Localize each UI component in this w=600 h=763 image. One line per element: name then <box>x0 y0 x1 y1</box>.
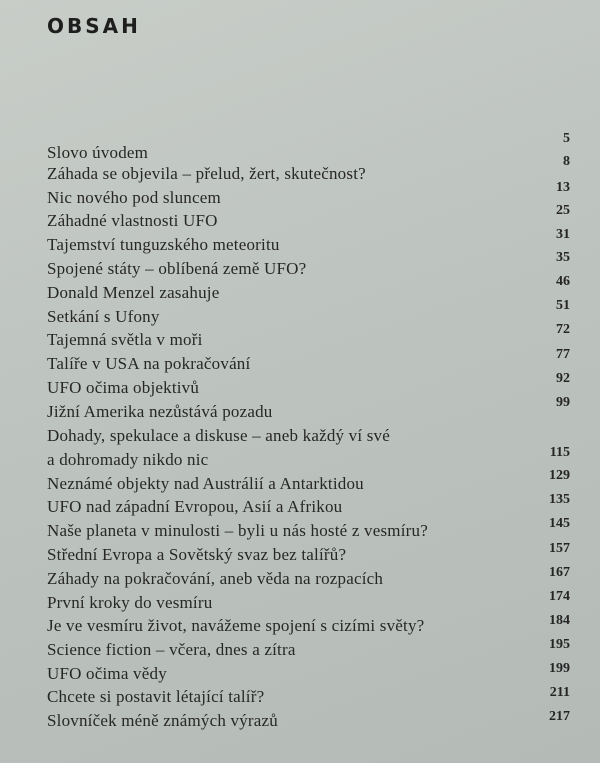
toc-entry-page-number: 51 <box>556 298 570 313</box>
toc-entry-page-number: 35 <box>556 250 570 265</box>
toc-entry-page-number: 46 <box>556 274 570 289</box>
toc-entry-title: Donald Menzel zasahuje <box>47 283 220 302</box>
toc-entry-title: Jižní Amerika nezůstává pozadu <box>47 402 273 421</box>
toc-entry-title: Nic nového pod sluncem <box>47 188 221 207</box>
toc-entry-page-number: 99 <box>556 395 570 410</box>
toc-entry-title: Záhada se objevila – přelud, žert, skutečnost? <box>47 164 366 183</box>
toc-entry-title: a dohromady nikdo nic <box>47 450 209 469</box>
toc-entry-title: Záhady na pokračování, aneb věda na rozpacích <box>47 569 384 588</box>
toc-entry-page-number: 184 <box>549 613 570 628</box>
toc-entry-page-number: 13 <box>556 180 570 195</box>
toc-entry-title: Neznámé objekty nad Austrálií a Antarktidou <box>47 474 364 493</box>
toc-entry-page-number: 195 <box>549 637 570 652</box>
toc-entry-page-number: 72 <box>556 322 570 337</box>
toc-entry-title: Střední Evropa a Sovětský svaz bez talířů? <box>47 545 347 564</box>
toc-entry-page-number: 115 <box>549 445 570 460</box>
toc-entry-title: Dohady, spekulace a diskuse – aneb každý ví své <box>47 426 390 445</box>
toc-entry-page-number: 145 <box>549 516 570 531</box>
toc-entry-title: Science fiction – včera, dnes a zítra <box>47 640 296 659</box>
toc-entry-title: Talíře v USA na pokračování <box>47 354 251 373</box>
toc-entry-title: UFO nad západní Evropou, Asií a Afrikou <box>47 497 343 516</box>
toc-entry-page-number: 211 <box>549 685 570 700</box>
toc-entry-page-number: 167 <box>549 565 570 580</box>
toc-entry-title: UFO očima objektivů <box>47 378 200 397</box>
toc-entry-title: Naše planeta v minulosti – byli u nás hosté z vesmíru? <box>47 521 428 540</box>
toc-entry-title: Slovo úvodem <box>47 143 149 162</box>
toc-entry-title: Spojené státy – oblíbená země UFO? <box>47 259 307 278</box>
toc-entry-page-number: 31 <box>556 227 570 242</box>
toc-entry-page-number: 129 <box>549 468 570 483</box>
toc-entry-page-number: 135 <box>549 492 570 507</box>
toc-entry-title: Záhadné vlastnosti UFO <box>47 211 218 230</box>
toc-entry-title: Tajemná světla v moři <box>47 330 203 349</box>
toc-entry-page-number: 8 <box>563 154 570 169</box>
toc-entry-title: Slovníček méně známých výrazů <box>47 711 278 730</box>
page-title: OBSAH <box>47 14 141 38</box>
toc-entry-page-number: 77 <box>556 347 570 362</box>
toc-entry-title: Setkání s Ufony <box>47 307 160 326</box>
toc-entry-page-number: 199 <box>549 661 570 676</box>
toc-entry-page-number: 25 <box>556 203 570 218</box>
toc-entry-title: Tajemství tunguzského meteoritu <box>47 235 280 254</box>
toc-entry-page-number: 5 <box>563 131 570 146</box>
toc-entry-title: První kroky do vesmíru <box>47 593 213 612</box>
toc-entry-title: Je ve vesmíru život, navážeme spojení s cizími světy? <box>47 616 425 635</box>
toc-entry-page-number: 174 <box>549 589 570 604</box>
toc-entry-page-number: 92 <box>556 371 570 386</box>
toc-entry-page-number: 217 <box>549 709 570 724</box>
toc-entry-title: Chcete si postavit létající talíř? <box>47 687 265 706</box>
toc-entry-title: UFO očima vědy <box>47 664 167 683</box>
toc-entry-page-number: 157 <box>549 541 570 556</box>
